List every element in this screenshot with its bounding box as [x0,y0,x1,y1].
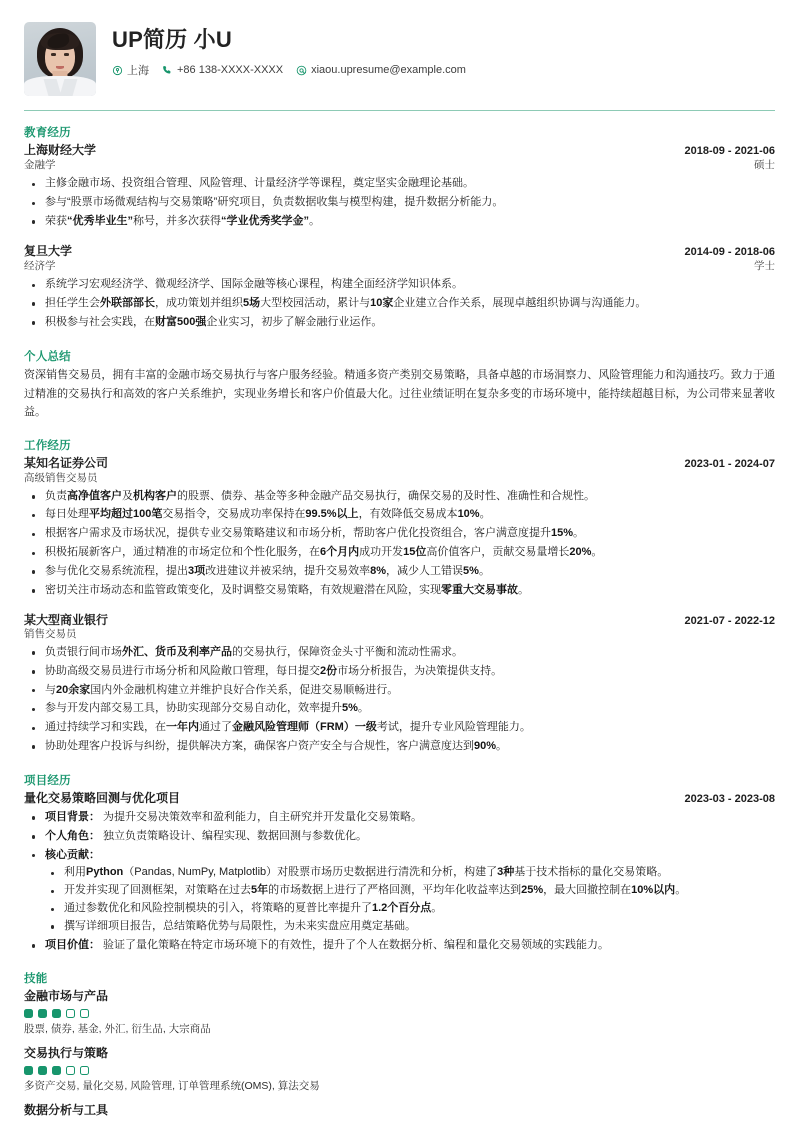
section-title-skills: 技能 [24,973,48,986]
list-item: 密切关注市场动态和监管政策变化，及时调整交易策略，有效规避潜在风险，实现零重大交易事故。 [24,582,775,600]
major: 金融学 [24,159,56,172]
list-item: 主修金融市场、投资组合管理、风险管理、计量经济学等课程，奠定坚实金融理论基础。 [24,175,775,193]
list-item: 系统学习宏观经济学、微观经济学、国际金融等核心课程，构建全面经济学知识体系。 [24,276,775,294]
list-item: 积极拓展新客户，通过精准的市场定位和个性化服务，在6个月内成功开发15位高价值客户，贡献交易量增长20%。 [24,544,775,562]
company-name: 某大型商业银行 [24,612,109,627]
candidate-name: UP简历 小U [112,27,232,52]
project-bullets [24,809,775,955]
school-name: 复旦大学 [24,243,73,258]
contact-email-value: xiaou.upresume@example.com [311,64,466,77]
work-entry [24,612,775,756]
list-item: 参与“股票市场微观结构与交易策略”研究项目，负责数据收集与模型构建，提升数据分析能力。 [24,194,775,212]
skill-dot-filled [52,1009,61,1018]
list-item: 通过参数优化和风险控制模块的引入，将策略的夏普比率提升了1.2个百分点。 [45,900,775,918]
list-item: 每日处理平均超过100笔交易指令，交易成功率保持在99.5%以上，有效降低交易成本10%。 [24,506,775,524]
phone-icon [162,65,173,76]
section-work [24,437,775,755]
job-title: 销售交易员 [24,627,77,640]
work-bullets [24,644,775,756]
location-icon [112,65,123,76]
summary-text: 资深销售交易员，拥有丰富的金融市场交易执行与客户服务经验。精通多资产类别交易策略，具备卓越的市场洞察力、风险管理能力和沟通技巧。致力于通过精准的交易执行和高效的客户关系维护，实现业务增长和客户价值最大化。过往业绩证明在复杂多变的市场环境中，能持续超越目标，为公司带来显著收益。 [24,368,775,419]
education-dates: 2014-09 - 2018-06 [684,245,775,258]
skill-dot-filled [24,1009,33,1018]
contact-list [112,62,473,78]
education-dates: 2018-09 - 2021-06 [684,145,775,157]
skill-dot-empty [80,1009,89,1018]
skill-items: 股票, 债券, 基金, 外汇, 衍生品, 大宗商品 [24,1023,211,1036]
section-title-projects: 项目经历 [24,774,71,787]
section-education [24,124,775,332]
list-item: 项目价值： 验证了量化策略在特定市场环境下的有效性，提升了个人在数据分析、编程和量化交易领域的实践能力。 [24,937,775,955]
list-item: 积极参与社会实践，在财富500强企业实习，初步了解金融行业运作。 [24,314,775,332]
skill-block [24,988,775,1038]
skill-block [24,1045,775,1095]
contact-email [296,64,466,76]
degree: 学士 [754,259,775,272]
work-bullets [24,488,775,600]
skill-name: 数据分析与工具 [24,1102,109,1117]
section-projects [24,772,775,955]
project-entry [24,790,775,955]
list-item [24,847,775,936]
list-item: 担任学生会外联部部长，成功策划并组织5场大型校园活动，累计与10家企业建立合作关系，展现卓越组织协调与沟通能力。 [24,295,775,313]
list-item: 负责银行间市场外汇、货币及利率产品的交易执行，保障资金头寸平衡和流动性需求。 [24,644,775,662]
major: 经济学 [24,259,56,272]
job-title: 高级销售交易员 [24,471,98,484]
skill-dot-filled [24,1066,33,1075]
avatar [24,22,96,96]
company-name: 某知名证券公司 [24,456,109,471]
list-item-label: 核心贡献： [45,848,100,861]
list-item: 负责高净值客户及机构客户的股票、债券、基金等多种金融产品交易执行，确保交易的及时性、准确性和合规性。 [24,488,775,506]
work-dates: 2021-07 - 2022-12 [684,614,775,627]
list-item: 个人角色： 独立负责策略设计、编程实现、数据回测与参数优化。 [24,828,775,846]
list-item: 协助处理客户投诉与纠纷，提供解决方案，确保客户资产安全与合规性，客户满意度达到90%。 [24,738,775,756]
list-item: 通过持续学习和实践，在一年内通过了金融风险管理师（FRM）一级考试，提升专业风险管理能力。 [24,719,775,737]
section-title-work: 工作经历 [24,440,71,453]
list-item: 撰写详细项目报告，总结策略优势与局限性，为未来实盘应用奠定基础。 [45,918,775,936]
education-bullets [24,276,775,331]
education-bullets [24,175,775,230]
list-item: 参与开发内部交易工具，协助实现部分交易自动化，效率提升5%。 [24,700,775,718]
contact-location-value: 上海 [127,65,149,78]
skill-dot-filled [38,1009,47,1018]
degree: 硕士 [754,159,775,172]
skill-dot-empty [80,1066,89,1075]
work-entry [24,455,775,599]
skill-level-dots [24,1066,775,1075]
skill-items: 多资产交易, 量化交易, 风险管理, 订单管理系统(OMS), 算法交易 [24,1079,320,1092]
skill-dot-filled [38,1066,47,1075]
list-item: 荣获“优秀毕业生”称号，并多次获得“学业优秀奖学金”。 [24,213,775,231]
skill-level-dots [24,1009,775,1018]
education-entry [24,142,775,231]
section-title-summary: 个人总结 [24,350,71,363]
skill-block [24,1102,775,1119]
list-item: 协助高级交易员进行市场分析和风险敞口管理，每日提交2份市场分析报告，为决策提供支持。 [24,663,775,681]
school-name: 上海财经大学 [24,143,97,157]
section-title-education: 教育经历 [24,127,71,139]
contact-phone-value: +86 138-XXXX-XXXX [177,64,284,77]
list-item: 根据客户需求及市场状况，提供专业交易策略建议和市场分析，帮助客户优化投资组合，客户满意度提升15%。 [24,525,775,543]
list-item: 参与优化交易系统流程，提出3项改进建议并被采纳，提升交易效率8%，减少人工错误5%。 [24,563,775,581]
email-icon [296,65,307,76]
list-item: 项目背景： 为提升交易决策效率和盈利能力，自主研究并开发量化交易策略。 [24,809,775,827]
contact-location [112,62,149,78]
resume-header [24,22,775,110]
education-entry [24,243,775,332]
list-item: 开发并实现了回测框架，对策略在过去5年的市场数据上进行了严格回测，平均年化收益率达到25%，最大回撤控制在10%以内。 [45,882,775,900]
section-skills [24,970,775,1118]
list-item: 与20余家国内外金融机构建立并维护良好合作关系，促进交易顺畅进行。 [24,682,775,700]
list-item: 利用Python（Pandas, NumPy, Matplotlib）对股票市场历史数据进行清洗和分析，构建了3种基于技术指标的量化交易策略。 [45,864,775,882]
skill-name: 交易执行与策略 [24,1046,109,1061]
skill-name: 金融市场与产品 [24,989,109,1004]
skill-dot-empty [66,1009,75,1018]
project-sub-bullets [45,864,775,935]
project-name: 量化交易策略回测与优化项目 [24,790,181,805]
work-dates: 2023-01 - 2024-07 [684,458,775,471]
header-divider [24,110,775,111]
contact-phone [162,64,283,76]
section-summary [24,348,775,423]
skill-dot-empty [66,1066,75,1075]
project-dates: 2023-03 - 2023-08 [684,792,775,805]
skill-dot-filled [52,1066,61,1075]
